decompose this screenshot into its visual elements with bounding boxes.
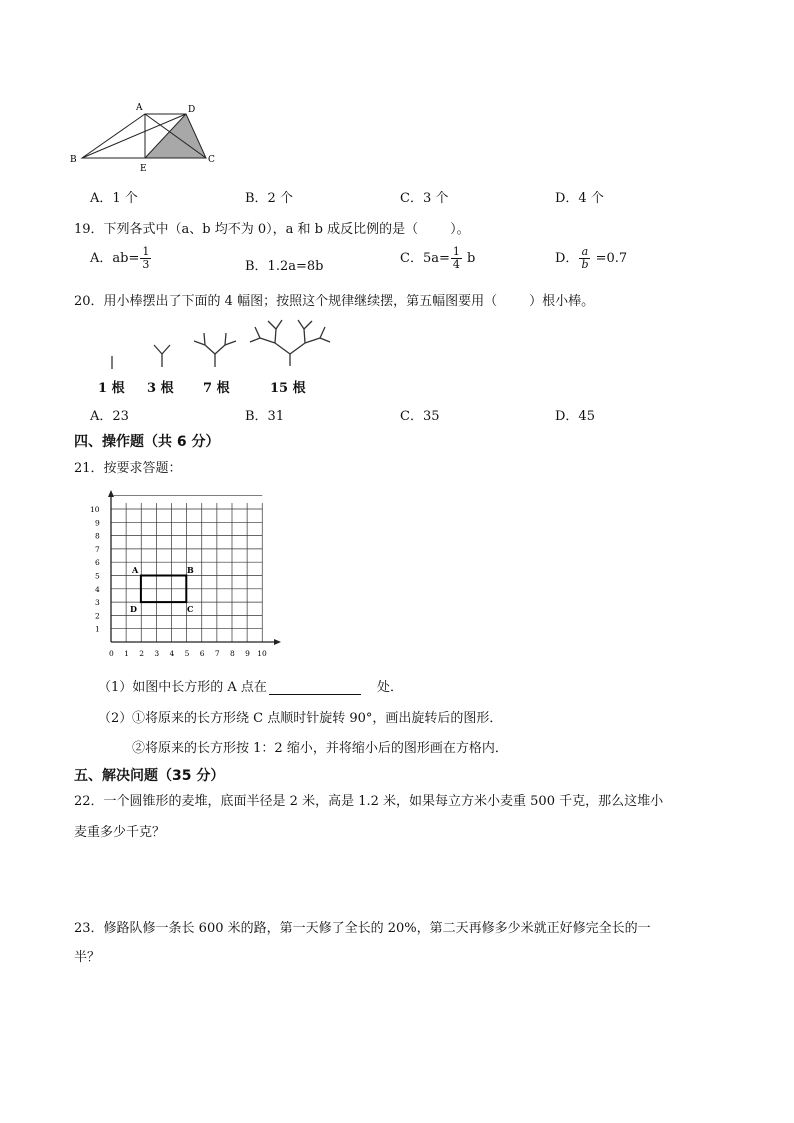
q20-option-a[interactable]: A．23 bbox=[90, 409, 129, 424]
x-tick-label: 1 bbox=[124, 649, 129, 658]
q19-option-a-prefix: A．ab= bbox=[90, 251, 140, 266]
fraction-denominator: b bbox=[581, 258, 589, 271]
label-d: D bbox=[188, 105, 196, 115]
fraction-numerator: a bbox=[579, 246, 590, 259]
q19-option-d[interactable] bbox=[555, 246, 627, 271]
axis-labels bbox=[90, 505, 267, 658]
q21-part1-prefix: （1）如图中长方形的 A 点在 bbox=[98, 680, 267, 695]
q19-option-c[interactable] bbox=[400, 246, 475, 271]
fraction-denominator: 3 bbox=[142, 258, 150, 271]
q20-option-d[interactable]: D．45 bbox=[555, 409, 595, 424]
y-tick-label: 9 bbox=[95, 518, 100, 528]
y-tick-label: 2 bbox=[95, 611, 100, 621]
coordinate-grid[interactable] bbox=[86, 490, 286, 662]
fraction-numerator: 1 bbox=[142, 245, 150, 258]
q19-option-a[interactable] bbox=[90, 246, 152, 271]
stick-figures bbox=[90, 314, 340, 374]
q19-option-c-prefix: C．5a= bbox=[400, 251, 450, 266]
y-tick-label: 7 bbox=[95, 544, 100, 554]
q22-line2: 麦重多少千克？ bbox=[74, 825, 166, 840]
label-e: E bbox=[140, 164, 147, 174]
y-tick-label: 6 bbox=[95, 558, 100, 568]
q18-option-b[interactable]: B．2 个 bbox=[245, 191, 293, 206]
stick-label-2: 3 根 bbox=[147, 381, 174, 396]
q21-part2-1-text: 将原来的长方形绕 C 点顺时针旋转 90°，画出旋转后的图形． bbox=[145, 711, 503, 726]
q20-option-b[interactable]: B．31 bbox=[245, 409, 285, 424]
fraction-denominator: 4 bbox=[452, 258, 460, 271]
fraction-numerator: 1 bbox=[452, 245, 460, 258]
stick-figure-2 bbox=[154, 345, 170, 367]
stick-label-4: 15 根 bbox=[270, 381, 306, 396]
y-tick-label: 1 bbox=[95, 624, 100, 634]
q21-part2-label: （2） bbox=[98, 711, 133, 726]
q20-question bbox=[74, 290, 594, 309]
q21-part1-answer-blank[interactable] bbox=[269, 680, 361, 695]
q21-part2-2 bbox=[132, 737, 508, 756]
q23-line1: 23．修路队修一条长 600 米的路，第一天修了全长的 20%，第二天再修多少米就正好修完全长的一 bbox=[74, 921, 651, 936]
x-tick-label: 4 bbox=[169, 649, 175, 658]
q21-question: 21．按要求答题： bbox=[74, 461, 182, 476]
q18-option-c[interactable]: C．3 个 bbox=[400, 191, 449, 206]
q20-text: 20．用小棒摆出了下面的 4 幅图；按照这个规律继续摆，第五幅图要用（ bbox=[74, 294, 498, 309]
q19-question bbox=[74, 218, 470, 237]
y-tick-label: 3 bbox=[95, 598, 100, 608]
label-a: A bbox=[136, 103, 143, 113]
q20-text-end: ）根小棒。 bbox=[529, 294, 595, 309]
q19-text-end: ）。 bbox=[450, 222, 470, 237]
q23-line2: 半？ bbox=[74, 950, 101, 965]
q19-option-b[interactable]: B．1.2a=8b bbox=[245, 259, 324, 274]
section-5-title: 五、解决问题（35 分） bbox=[74, 768, 225, 784]
stick-label-1: 1 根 bbox=[98, 381, 125, 396]
q20-option-c[interactable]: C．35 bbox=[400, 409, 440, 424]
x-tick-label: 5 bbox=[184, 649, 190, 658]
stick-figure-4 bbox=[250, 320, 330, 366]
q21-part2-1-number: ① bbox=[132, 711, 146, 726]
fraction-one-third bbox=[140, 246, 151, 271]
q19-option-d-suffix: =0.7 bbox=[591, 251, 628, 266]
q19-option-c-suffix: b bbox=[462, 251, 476, 266]
q21-part1 bbox=[98, 676, 403, 695]
point-c-label: C bbox=[187, 604, 194, 614]
q21-part2-1 bbox=[98, 707, 502, 726]
y-tick-label: 4 bbox=[95, 584, 100, 594]
point-b-label: B bbox=[187, 565, 194, 575]
point-a-label: A bbox=[132, 565, 139, 575]
q19-option-d-prefix: D． bbox=[555, 251, 579, 266]
q22-line1: 22．一个圆锥形的麦堆，底面半径是 2 米，高是 1.2 米，如果每立方米小麦重 500 千克，那么这堆小 bbox=[74, 794, 664, 809]
q18-option-a[interactable]: A．1 个 bbox=[90, 191, 138, 206]
q21-part2-2-number: ② bbox=[132, 741, 146, 756]
q19-text: 19．下列各式中（a、b 均不为 0），a 和 b 成反比例的是（ bbox=[74, 222, 419, 237]
stick-label-3: 7 根 bbox=[203, 381, 230, 396]
fraction-a-over-b bbox=[579, 246, 590, 271]
y-tick-label: 5 bbox=[95, 571, 100, 581]
label-c: C bbox=[208, 155, 215, 165]
y-tick-label: 8 bbox=[95, 531, 100, 541]
trapezoid-figure bbox=[66, 100, 226, 176]
fraction-one-quarter bbox=[451, 246, 462, 271]
y-tick-label: 10 bbox=[90, 505, 100, 514]
q21-part1-suffix: 处． bbox=[376, 680, 403, 695]
x-tick-label: 10 bbox=[257, 649, 267, 658]
stick-figure-3 bbox=[194, 333, 236, 367]
y-axis-arrow bbox=[108, 490, 114, 497]
q21-part2-2-text: 将原来的长方形按 1：2 缩小，并将缩小后的图形画在方格内． bbox=[145, 741, 508, 756]
x-tick-label: 7 bbox=[214, 649, 220, 658]
x-tick-label: 0 bbox=[109, 649, 114, 658]
point-d-label: D bbox=[130, 604, 137, 614]
x-tick-label: 9 bbox=[245, 649, 250, 658]
x-tick-label: 3 bbox=[154, 649, 160, 658]
q18-option-d[interactable]: D．4 个 bbox=[555, 191, 604, 206]
x-tick-label: 8 bbox=[230, 649, 235, 658]
x-tick-label: 6 bbox=[199, 649, 205, 658]
x-tick-label: 2 bbox=[139, 649, 145, 658]
label-b: B bbox=[70, 155, 77, 165]
x-axis-arrow bbox=[274, 639, 281, 645]
section-4-title: 四、操作题（共 6 分） bbox=[74, 434, 220, 450]
